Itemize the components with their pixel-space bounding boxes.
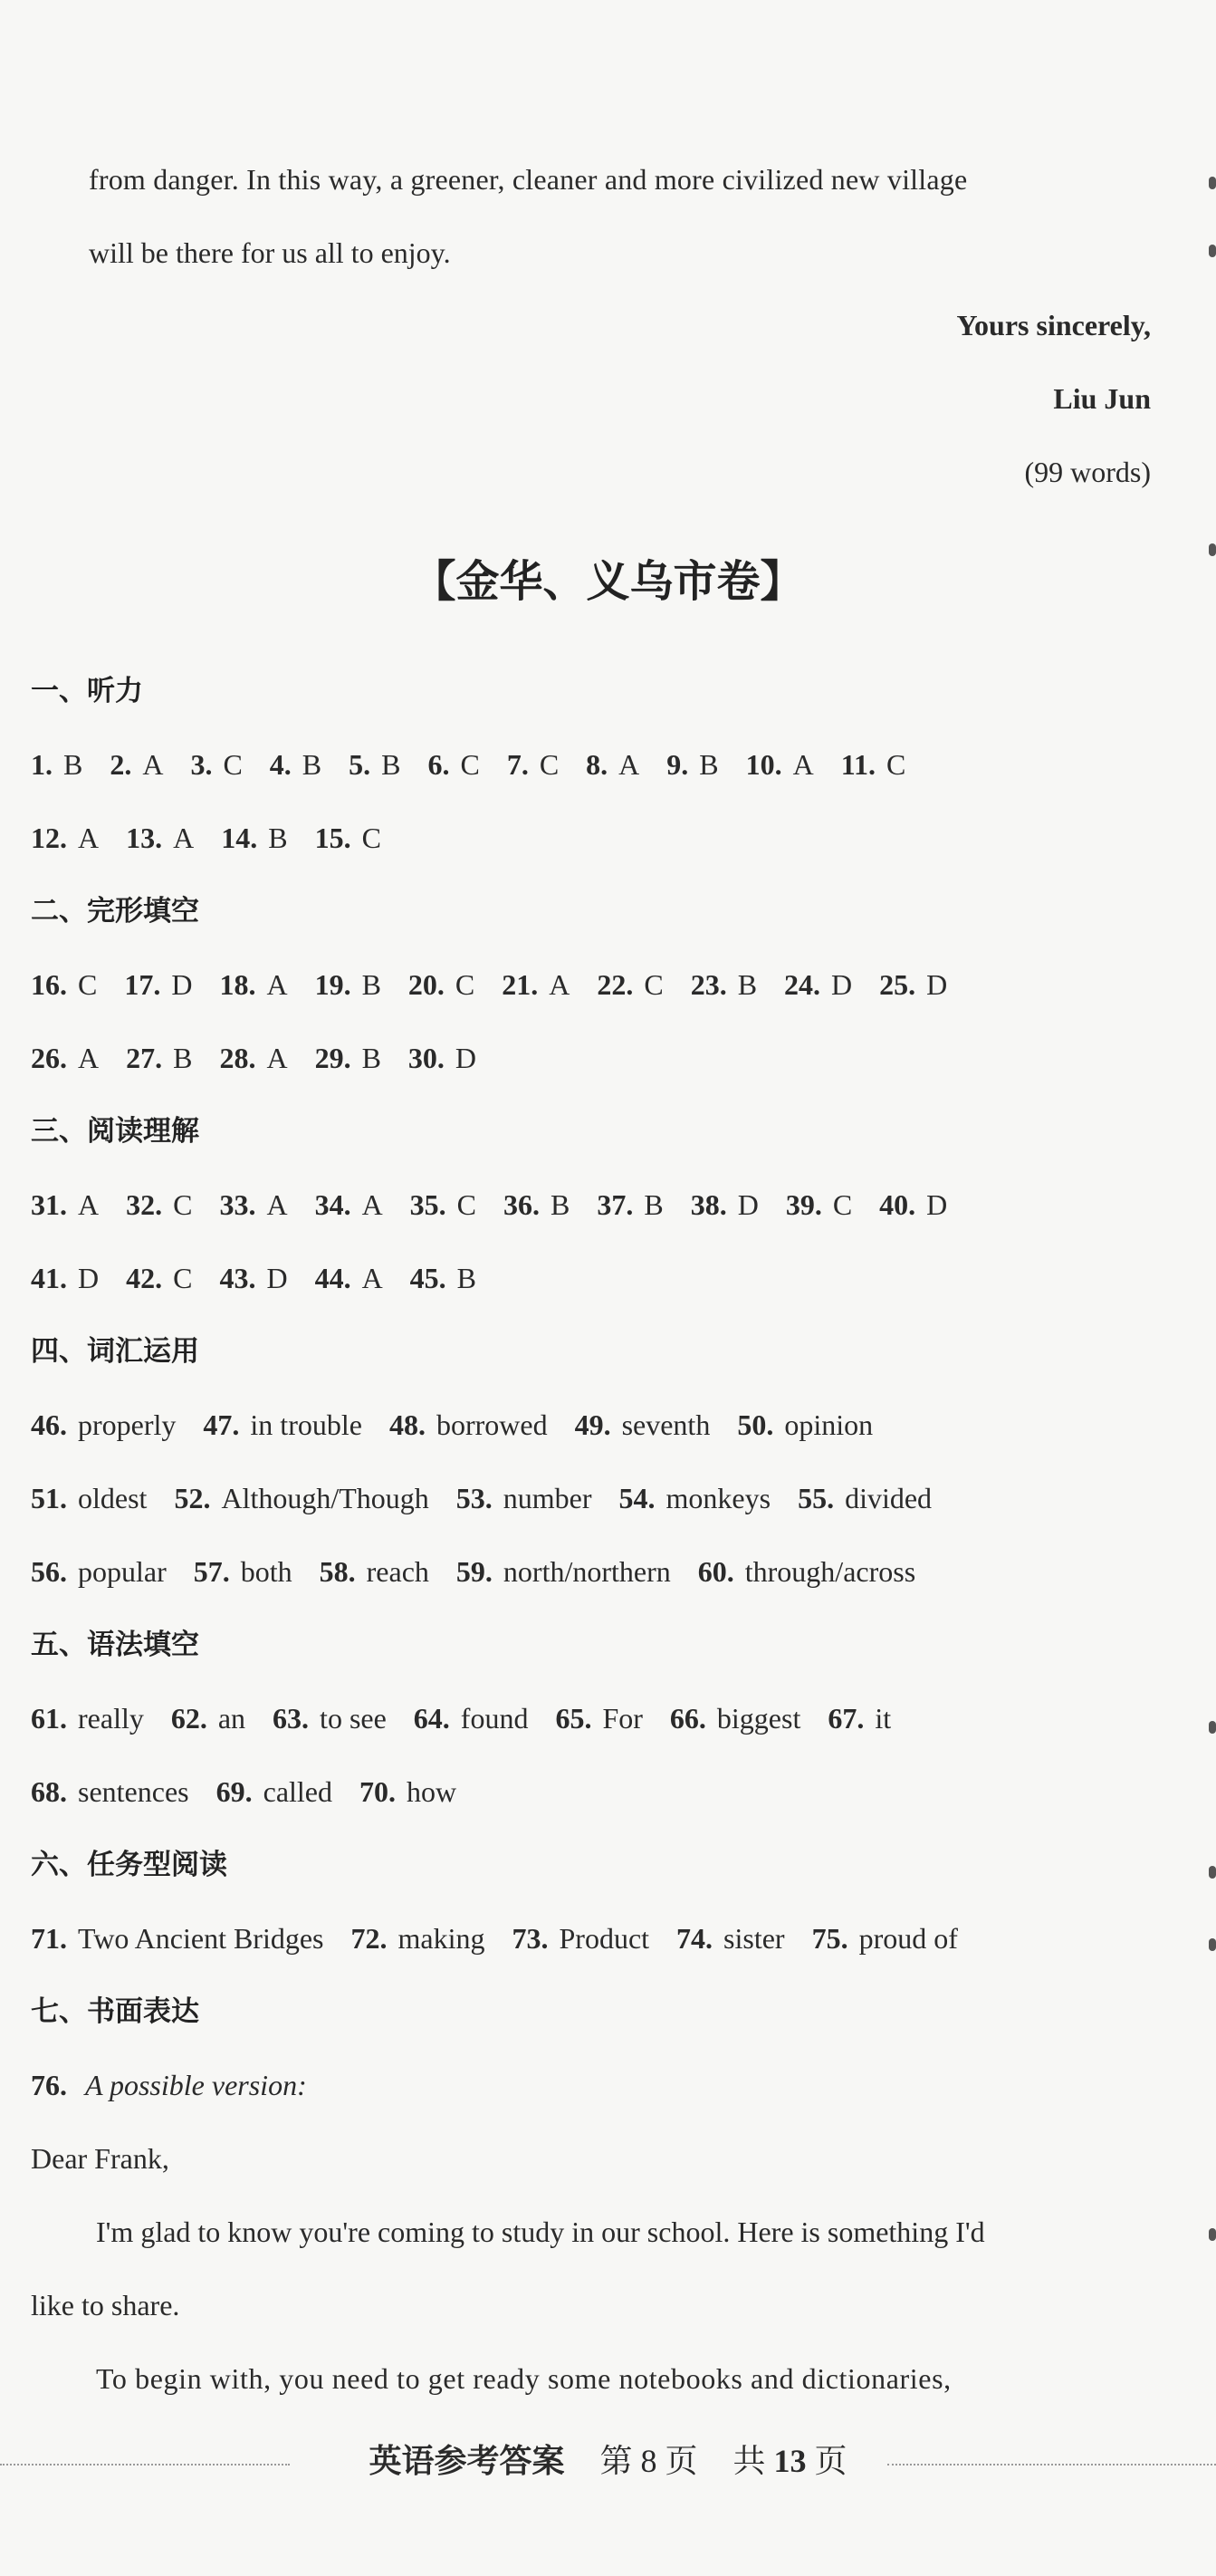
answer-item — [597, 1188, 690, 1221]
answer-value: D — [266, 1262, 288, 1294]
answer-value: an — [217, 1702, 246, 1735]
answer-item — [320, 1555, 456, 1588]
answer-item — [349, 748, 427, 781]
letter-line-1: from danger. In this way, a greener, cleaner and more civilized new village — [89, 163, 968, 196]
answer-value: opinion — [784, 1408, 874, 1441]
question-number: 34. — [314, 1188, 351, 1221]
edge-mark — [1209, 245, 1216, 257]
question-number: 68. — [31, 1775, 67, 1808]
answer-item — [221, 822, 314, 854]
answer-row — [31, 1700, 918, 1736]
answer-value: For — [602, 1702, 643, 1735]
question-number: 67. — [828, 1702, 865, 1735]
question-number: 48. — [388, 1408, 426, 1441]
footer-total-number: 13 — [773, 2443, 807, 2479]
question-number: 66. — [669, 1702, 706, 1735]
section-vocabulary: 四、词汇运用 — [31, 1335, 199, 1368]
answer-item — [786, 1188, 879, 1221]
question-number: 55. — [798, 1482, 835, 1514]
answer-item — [666, 748, 745, 781]
answer-item — [194, 1555, 320, 1588]
letter-line-2: will be there for us all to enjoy. — [89, 236, 451, 269]
answer-item — [351, 1922, 512, 1955]
writing-greeting: Dear Frank, — [31, 2142, 169, 2175]
answer-value: popular — [78, 1555, 167, 1588]
answer-value: D — [926, 968, 948, 1001]
answer-item — [270, 748, 349, 781]
answer-item — [126, 1262, 219, 1294]
answer-item — [512, 1922, 676, 1955]
answer-item — [691, 1188, 786, 1221]
question-number: 56. — [31, 1555, 67, 1588]
answer-value: biggest — [716, 1702, 801, 1735]
answer-value: C — [78, 968, 98, 1001]
answer-value: A — [173, 822, 195, 854]
answer-item — [126, 1188, 219, 1221]
answer-item — [828, 1702, 918, 1735]
answer-value: borrowed — [436, 1408, 548, 1441]
answer-value: to see — [320, 1702, 387, 1735]
question-number: 43. — [219, 1262, 256, 1294]
answer-item — [216, 1775, 359, 1808]
answer-value: B — [302, 748, 322, 781]
answer-value: A — [266, 1042, 288, 1074]
answer-value: B — [381, 748, 401, 781]
writing-p2-line1: To begin with, you need to get ready some notebooks and dictionaries, — [96, 2362, 952, 2395]
answer-value: reach — [366, 1555, 429, 1588]
question-number: 51. — [31, 1482, 67, 1514]
answer-value: C — [223, 748, 243, 781]
edge-mark — [1209, 177, 1216, 189]
answer-value: found — [460, 1702, 529, 1735]
answer-item — [691, 968, 784, 1001]
answer-value: sister — [723, 1922, 785, 1955]
answer-value: B — [737, 968, 758, 1001]
question-number: 49. — [574, 1408, 611, 1441]
question-number: 41. — [31, 1262, 67, 1294]
answer-value: it — [875, 1702, 892, 1735]
answer-row — [31, 966, 974, 1003]
section-cloze: 二、完形填空 — [31, 895, 199, 928]
answer-item — [798, 1482, 959, 1514]
answer-item — [879, 1188, 974, 1221]
answer-item — [31, 1922, 351, 1955]
answer-item — [174, 1482, 455, 1514]
writing-p1-line1: I'm glad to know you're coming to study in our school. Here is something I'd — [96, 2216, 985, 2248]
question-number: 38. — [690, 1188, 727, 1221]
answer-value: really — [78, 1702, 144, 1735]
question-number: 74. — [676, 1922, 713, 1955]
question-number: 45. — [409, 1262, 446, 1294]
answer-item — [31, 748, 110, 781]
answer-value: divided — [845, 1482, 933, 1514]
edge-mark — [1209, 1938, 1216, 1951]
answer-row — [31, 1407, 900, 1443]
answer-value: D — [455, 1042, 477, 1074]
question-number: 42. — [126, 1262, 163, 1294]
question-number: 57. — [193, 1555, 230, 1588]
question-number: 69. — [215, 1775, 253, 1808]
answer-item — [502, 968, 597, 1001]
question-number: 1. — [31, 748, 53, 781]
question-number: 14. — [221, 822, 258, 854]
writing-header — [31, 2067, 307, 2103]
section-reading: 三、阅读理解 — [31, 1115, 199, 1148]
word-count: (99 words) — [1024, 456, 1151, 488]
question-number: 73. — [512, 1922, 549, 1955]
answer-value: C — [886, 748, 906, 781]
question-number: 15. — [314, 822, 351, 854]
answer-row — [31, 820, 408, 856]
question-number: 36. — [503, 1188, 541, 1221]
answer-value: B — [551, 1188, 570, 1221]
answer-value: properly — [78, 1408, 177, 1441]
answer-item — [575, 1408, 738, 1441]
answer-row — [31, 1773, 484, 1810]
answer-item — [879, 968, 974, 1001]
answer-row — [31, 1553, 943, 1590]
answer-item — [315, 968, 408, 1001]
answer-item — [315, 1188, 410, 1221]
writing-number: 76. — [31, 2069, 67, 2101]
paper-title: 【金华、义乌市卷】 — [412, 556, 804, 607]
answer-row — [31, 1920, 985, 1956]
question-number: 12. — [31, 822, 67, 854]
question-number: 26. — [31, 1042, 67, 1074]
question-number: 11. — [840, 748, 876, 781]
answer-value: A — [549, 968, 570, 1001]
question-number: 8. — [586, 748, 608, 781]
answer-value: B — [644, 1188, 664, 1221]
edge-mark — [1209, 1866, 1216, 1879]
answer-item — [676, 1922, 812, 1955]
answer-item — [315, 1262, 410, 1294]
answer-value: monkeys — [665, 1482, 771, 1514]
question-number: 27. — [126, 1042, 163, 1074]
answer-item — [31, 1482, 174, 1514]
answer-item — [456, 1482, 619, 1514]
answer-value: A — [78, 1042, 100, 1074]
answer-item — [315, 822, 408, 854]
question-number: 17. — [124, 968, 161, 1001]
question-number: 64. — [413, 1702, 450, 1735]
answer-value: D — [737, 1188, 759, 1221]
answer-item — [408, 968, 502, 1001]
answer-value: C — [455, 968, 475, 1001]
answer-value: B — [456, 1262, 477, 1294]
question-number: 60. — [697, 1555, 734, 1588]
answer-item — [171, 1702, 273, 1735]
question-number: 47. — [203, 1408, 240, 1441]
question-number: 3. — [190, 748, 213, 781]
page-footer — [0, 2441, 1216, 2482]
letter-closing: Yours sincerely, — [956, 309, 1151, 341]
answer-value: how — [407, 1775, 457, 1808]
section-task-reading: 六、任务型阅读 — [31, 1849, 227, 1881]
answer-value: seventh — [621, 1408, 711, 1441]
question-number: 39. — [785, 1188, 822, 1221]
question-number: 5. — [349, 748, 371, 781]
answer-value: C — [832, 1188, 853, 1221]
answer-item — [359, 1775, 484, 1808]
question-number: 21. — [502, 968, 539, 1001]
edge-mark — [1209, 1721, 1216, 1734]
answer-value: A — [792, 748, 814, 781]
question-number: 9. — [666, 748, 689, 781]
answer-item — [31, 1775, 216, 1808]
question-number: 65. — [555, 1702, 592, 1735]
answer-value: both — [240, 1555, 292, 1588]
answer-value: proud of — [858, 1922, 958, 1955]
question-number: 62. — [170, 1702, 207, 1735]
footer-subject: 英语参考答案 — [369, 2443, 565, 2480]
answer-value: number — [503, 1482, 592, 1514]
question-number: 18. — [219, 968, 256, 1001]
answer-value: Two Ancient Bridges — [78, 1922, 324, 1955]
writing-version-label: A possible version: — [85, 2069, 307, 2101]
answer-value: A — [361, 1262, 383, 1294]
answer-value: B — [173, 1042, 193, 1074]
question-number: 19. — [314, 968, 351, 1001]
letter-signature: Liu Jun — [1053, 382, 1151, 415]
answer-item — [126, 1042, 219, 1074]
answer-value: C — [460, 748, 480, 781]
question-number: 44. — [314, 1262, 351, 1294]
question-number: 29. — [314, 1042, 351, 1074]
answer-value: making — [397, 1922, 485, 1955]
answer-value: D — [78, 1262, 100, 1294]
answer-value: A — [78, 1188, 100, 1221]
answer-item — [110, 748, 190, 781]
answer-value: C — [173, 1188, 193, 1221]
question-number: 22. — [597, 968, 634, 1001]
footer-total-suffix: 页 — [814, 2443, 847, 2479]
question-number: 31. — [31, 1188, 67, 1221]
question-number: 35. — [409, 1188, 446, 1221]
edge-mark — [1209, 543, 1216, 556]
answer-value: A — [266, 968, 288, 1001]
footer-page-number: 8 — [640, 2443, 657, 2479]
answer-item — [31, 822, 126, 854]
answer-item — [31, 1555, 194, 1588]
answer-item — [219, 1042, 314, 1074]
answer-item — [784, 968, 879, 1001]
question-number: 4. — [269, 748, 292, 781]
answer-item — [219, 1262, 314, 1294]
answer-item — [31, 1702, 171, 1735]
answer-item — [698, 1555, 943, 1588]
answer-value: B — [268, 822, 288, 854]
answer-row — [31, 746, 933, 783]
answer-item — [31, 1262, 126, 1294]
question-number: 61. — [31, 1702, 67, 1735]
question-number: 50. — [737, 1408, 774, 1441]
answer-item — [126, 822, 221, 854]
question-number: 72. — [350, 1922, 388, 1955]
answer-item — [555, 1702, 669, 1735]
answer-value: A — [78, 822, 100, 854]
question-number: 37. — [597, 1188, 634, 1221]
answer-item — [31, 1408, 203, 1441]
answer-value: sentences — [78, 1775, 189, 1808]
question-number: 7. — [506, 748, 529, 781]
answer-item — [670, 1702, 828, 1735]
answer-value: C — [173, 1262, 193, 1294]
answer-row — [31, 1260, 503, 1296]
answer-value: A — [361, 1188, 383, 1221]
question-number: 25. — [879, 968, 916, 1001]
answer-item — [31, 1042, 126, 1074]
answer-value: Product — [559, 1922, 650, 1955]
question-number: 23. — [690, 968, 727, 1001]
writing-p1-line2: like to share. — [31, 2289, 180, 2321]
question-number: 20. — [407, 968, 445, 1001]
footer-page-suffix: 页 — [665, 2443, 698, 2479]
question-number: 28. — [219, 1042, 256, 1074]
answer-item — [124, 968, 219, 1001]
answer-item — [586, 748, 666, 781]
answer-item — [203, 1408, 389, 1441]
answer-value: A — [618, 748, 640, 781]
footer-total-prefix: 共 — [732, 2443, 766, 2479]
answer-value: C — [539, 748, 560, 781]
question-number: 2. — [110, 748, 132, 781]
answer-value: B — [361, 1042, 381, 1074]
question-number: 54. — [618, 1482, 656, 1514]
answer-item — [503, 1188, 597, 1221]
answer-value: C — [644, 968, 664, 1001]
answer-item — [408, 1042, 503, 1074]
answer-value: in trouble — [250, 1408, 362, 1441]
question-number: 10. — [745, 748, 782, 781]
question-number: 40. — [879, 1188, 916, 1221]
question-number: 58. — [319, 1555, 356, 1588]
answer-item — [507, 748, 586, 781]
answer-value: D — [831, 968, 853, 1001]
answer-value: Although/Though — [221, 1482, 429, 1514]
answer-value: C — [361, 822, 381, 854]
question-number: 53. — [455, 1482, 493, 1514]
answer-value: D — [171, 968, 193, 1001]
question-number: 6. — [427, 748, 450, 781]
answer-value: D — [926, 1188, 948, 1221]
answer-item — [841, 748, 934, 781]
section-grammar: 五、语法填空 — [31, 1629, 199, 1661]
answer-item — [746, 748, 841, 781]
answer-value: C — [456, 1188, 477, 1221]
answer-item — [219, 1188, 314, 1221]
answer-item — [31, 1188, 126, 1221]
question-number: 33. — [219, 1188, 256, 1221]
answer-item — [456, 1555, 698, 1588]
question-number: 24. — [784, 968, 821, 1001]
footer-page-prefix: 第 — [599, 2443, 633, 2479]
question-number: 13. — [126, 822, 163, 854]
answer-value: called — [263, 1775, 332, 1808]
question-number: 16. — [31, 968, 67, 1001]
answer-item — [812, 1922, 985, 1955]
question-number: 30. — [407, 1042, 445, 1074]
question-number: 46. — [31, 1408, 67, 1441]
answer-value: B — [361, 968, 381, 1001]
question-number: 32. — [126, 1188, 163, 1221]
answer-row — [31, 1480, 959, 1516]
section-writing: 七、书面表达 — [31, 1995, 199, 2028]
answer-item — [410, 1188, 503, 1221]
answer-item — [389, 1408, 575, 1441]
answer-value: north/northern — [503, 1555, 671, 1588]
question-number: 59. — [455, 1555, 493, 1588]
answer-item — [219, 968, 314, 1001]
answer-row — [31, 1187, 974, 1223]
question-number: 70. — [359, 1775, 396, 1808]
answer-item — [273, 1702, 414, 1735]
answer-item — [619, 1482, 799, 1514]
answer-value: oldest — [78, 1482, 148, 1514]
answer-item — [190, 748, 269, 781]
answer-value: A — [266, 1188, 288, 1221]
edge-mark — [1209, 2228, 1216, 2241]
answer-value: B — [63, 748, 83, 781]
answer-value: B — [699, 748, 719, 781]
answer-item — [414, 1702, 556, 1735]
answer-row — [31, 1040, 503, 1076]
question-number: 75. — [811, 1922, 848, 1955]
section-listening: 一、听力 — [31, 675, 143, 707]
answer-item — [597, 968, 690, 1001]
answer-value: through/across — [744, 1555, 916, 1588]
question-number: 63. — [273, 1702, 310, 1735]
answer-item — [427, 748, 506, 781]
question-number: 52. — [174, 1482, 211, 1514]
answer-value: A — [142, 748, 164, 781]
answer-item — [410, 1262, 503, 1294]
answer-item — [315, 1042, 408, 1074]
answer-item — [737, 1408, 900, 1441]
question-number: 71. — [31, 1922, 67, 1955]
answer-item — [31, 968, 124, 1001]
